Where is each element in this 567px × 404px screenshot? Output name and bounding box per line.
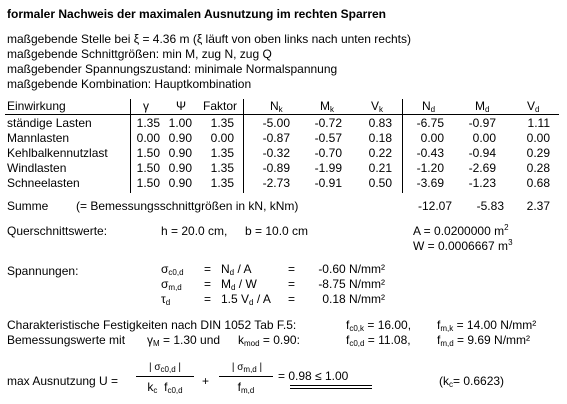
table-divider-1: [130, 99, 131, 193]
page-title: formaler Nachweis der maximalen Ausnutzung im rechten Sparren: [7, 7, 386, 21]
stelle-info: maßgebende Stelle bei ξ = 4.36 m (ξ läuft von oben links nach unten rechts): [7, 32, 411, 46]
row-nd: -0.43: [416, 146, 444, 160]
summe-nd: -12.07: [417, 199, 452, 213]
row-vd: 0.28: [526, 161, 550, 175]
frac2-numerator: | $\sigma_{m,d}$ |: [231, 362, 263, 374]
row-name: Windlasten: [7, 161, 67, 175]
sigma-c0d-formula: $N_d$ / A: [221, 262, 252, 277]
row-psi: 0.90: [168, 176, 192, 190]
querschnitt-label: Querschnittswerte:: [7, 224, 108, 238]
row-md: -2.69: [468, 161, 496, 175]
row-nk: -0.32: [262, 146, 290, 160]
header-nd: $N_d$: [422, 99, 436, 114]
kombination-info: maßgebende Kombination: Hauptkombination: [7, 77, 252, 91]
row-nk: -5.00: [262, 116, 290, 130]
header-md: $M_d$: [475, 99, 490, 114]
sigma-md-value: -8.75 N/mm²: [318, 277, 385, 291]
sigma-c0d-value: -0.60 N/mm²: [318, 262, 385, 276]
header-vd: $V_d$: [527, 99, 540, 114]
row-name: Mannlasten: [7, 131, 70, 145]
summe-vd: 2.37: [526, 199, 550, 213]
row-vk: 0.21: [368, 161, 392, 175]
row-nd: -1.20: [416, 161, 444, 175]
table-header-rule: [5, 114, 559, 115]
row-mk: -0.72: [314, 116, 342, 130]
ausnutzung-result: = 0.98 ≤ 1.00: [278, 369, 349, 383]
plus-sign: +: [202, 374, 210, 388]
header-faktor: Faktor: [203, 99, 238, 113]
row-vd: 1.11: [527, 116, 550, 130]
tau-d-formula: 1.5 $V_d$ / A: [221, 292, 271, 307]
result-underline-1: [290, 385, 372, 386]
querschnitt-w: W = 0.0006667 $m^3$: [413, 238, 513, 253]
row-faktor: 1.35: [210, 116, 234, 130]
row-nd: 0.00: [420, 131, 444, 145]
header-psi: Ψ: [176, 99, 187, 113]
summe-md: -5.83: [476, 199, 504, 213]
row-nk: -0.87: [262, 131, 290, 145]
row-md: -0.97: [468, 116, 496, 130]
row-md: -0.94: [468, 146, 496, 160]
row-faktor: 0.00: [210, 131, 234, 145]
result-underline-2: [290, 388, 372, 389]
spannungszustand-info: maßgebender Spannungszustand: minimale Normalspannung: [7, 62, 338, 76]
tau-d-eq2: =: [288, 292, 296, 306]
row-vd: 0.00: [526, 131, 550, 145]
row-mk: -1.99: [314, 161, 342, 175]
char-festigkeiten-label: Charakteristische Festigkeiten nach DIN 1052 Tab F.5:: [7, 318, 297, 332]
sigma-md-eq: =: [204, 277, 212, 291]
row-faktor: 1.35: [210, 146, 234, 160]
row-vd: 0.29: [526, 146, 550, 160]
tau-d-eq: =: [204, 292, 212, 306]
schnittgroessen-info: maßgebende Schnittgrößen: min M, zug N, zug Q: [7, 47, 272, 61]
ausnutzung-label: max Ausnutzung U =: [7, 374, 119, 388]
row-name: Schneelasten: [7, 176, 80, 190]
row-faktor: 1.35: [210, 161, 234, 175]
row-vk: 0.22: [368, 146, 392, 160]
kc-value: $(k_c= 0.6623)$: [439, 374, 505, 389]
table-divider-3: [402, 99, 403, 193]
header-vk: $V_k$: [371, 99, 384, 114]
row-nk: -0.89: [262, 161, 290, 175]
k-mod: $k_{mod} = 0.90$:: [238, 333, 300, 348]
querschnitt-a: A = 0.0200000 $m^2$: [413, 223, 509, 238]
row-mk: -0.57: [314, 131, 342, 145]
sigma-c0d-eq2: =: [288, 262, 296, 276]
summe-label: Summe: [7, 199, 49, 213]
table-divider-2: [243, 99, 244, 193]
char-fmk: $f_{m,k} = 14.00$ N/mm²: [437, 318, 537, 333]
row-name: ständige Lasten: [7, 116, 92, 130]
sigma-c0d-eq: =: [204, 262, 212, 276]
row-name: Kehlbalkennutzlast: [7, 146, 108, 160]
header-einwirkung: Einwirkung: [7, 99, 66, 113]
querschnitt-b: b = 10.0 cm: [245, 224, 309, 238]
row-mk: -0.70: [314, 146, 342, 160]
row-gamma: 1.50: [136, 161, 160, 175]
bemessungswerte-label: Bemessungswerte mit: [7, 333, 126, 347]
row-gamma: 1.50: [136, 146, 160, 160]
sigma-md-symbol: $\sigma_{m,d}$: [161, 277, 182, 292]
row-md: 0.00: [472, 131, 496, 145]
tau-d-value: 0.18 N/mm²: [322, 292, 385, 306]
gamma-m: $\gamma_M = 1.30$ und: [147, 333, 221, 348]
sigma-md-eq2: =: [288, 277, 296, 291]
row-psi: 0.90: [168, 131, 192, 145]
row-psi: 1.00: [168, 116, 192, 130]
row-psi: 0.90: [168, 161, 192, 175]
char-fc0k: $f_{c0,k} = 16.00$,: [346, 318, 412, 333]
row-vk: 0.50: [368, 176, 392, 190]
frac1-bar: [136, 376, 194, 377]
row-psi: 0.90: [168, 146, 192, 160]
row-vd: 0.68: [526, 176, 550, 190]
bem-fc0d: $f_{c0,d} = 11.08$,: [346, 333, 411, 348]
row-faktor: 1.35: [210, 176, 234, 190]
row-gamma: 1.50: [136, 176, 160, 190]
row-nd: -3.69: [416, 176, 444, 190]
frac1-denominator: $k_c$ $f_{c0,d}$: [147, 380, 183, 395]
header-gamma: γ: [143, 99, 149, 113]
row-md: -1.23: [468, 176, 496, 190]
row-vk: 0.83: [368, 116, 392, 130]
tau-d-symbol: $\tau_d$: [161, 292, 171, 307]
row-nd: -6.75: [416, 116, 444, 130]
header-nk: $N_k$: [270, 99, 283, 114]
summe-note: (= Bemessungsschnittgrößen in kN, kNm): [76, 199, 299, 213]
sigma-c0d-symbol: $\sigma_{c0,d}$: [161, 262, 184, 277]
bem-fmd: $f_{m,d} = 9.69$ N/mm²: [437, 333, 531, 348]
header-mk: $M_k$: [320, 99, 334, 114]
sigma-md-formula: $M_d$ / W: [221, 277, 257, 292]
row-gamma: 0.00: [136, 131, 160, 145]
row-gamma: 1.35: [136, 116, 160, 130]
querschnitt-h: h = 20.0 cm,: [161, 224, 228, 238]
row-nk: -2.73: [262, 176, 290, 190]
row-vk: 0.18: [368, 131, 392, 145]
frac2-denominator: $f_{m,d}$: [237, 380, 255, 395]
row-mk: -0.91: [314, 176, 342, 190]
frac2-bar: [219, 376, 273, 377]
frac1-numerator: | $\sigma_{c0,d}$ |: [148, 362, 182, 374]
spannungen-label: Spannungen:: [7, 264, 79, 278]
